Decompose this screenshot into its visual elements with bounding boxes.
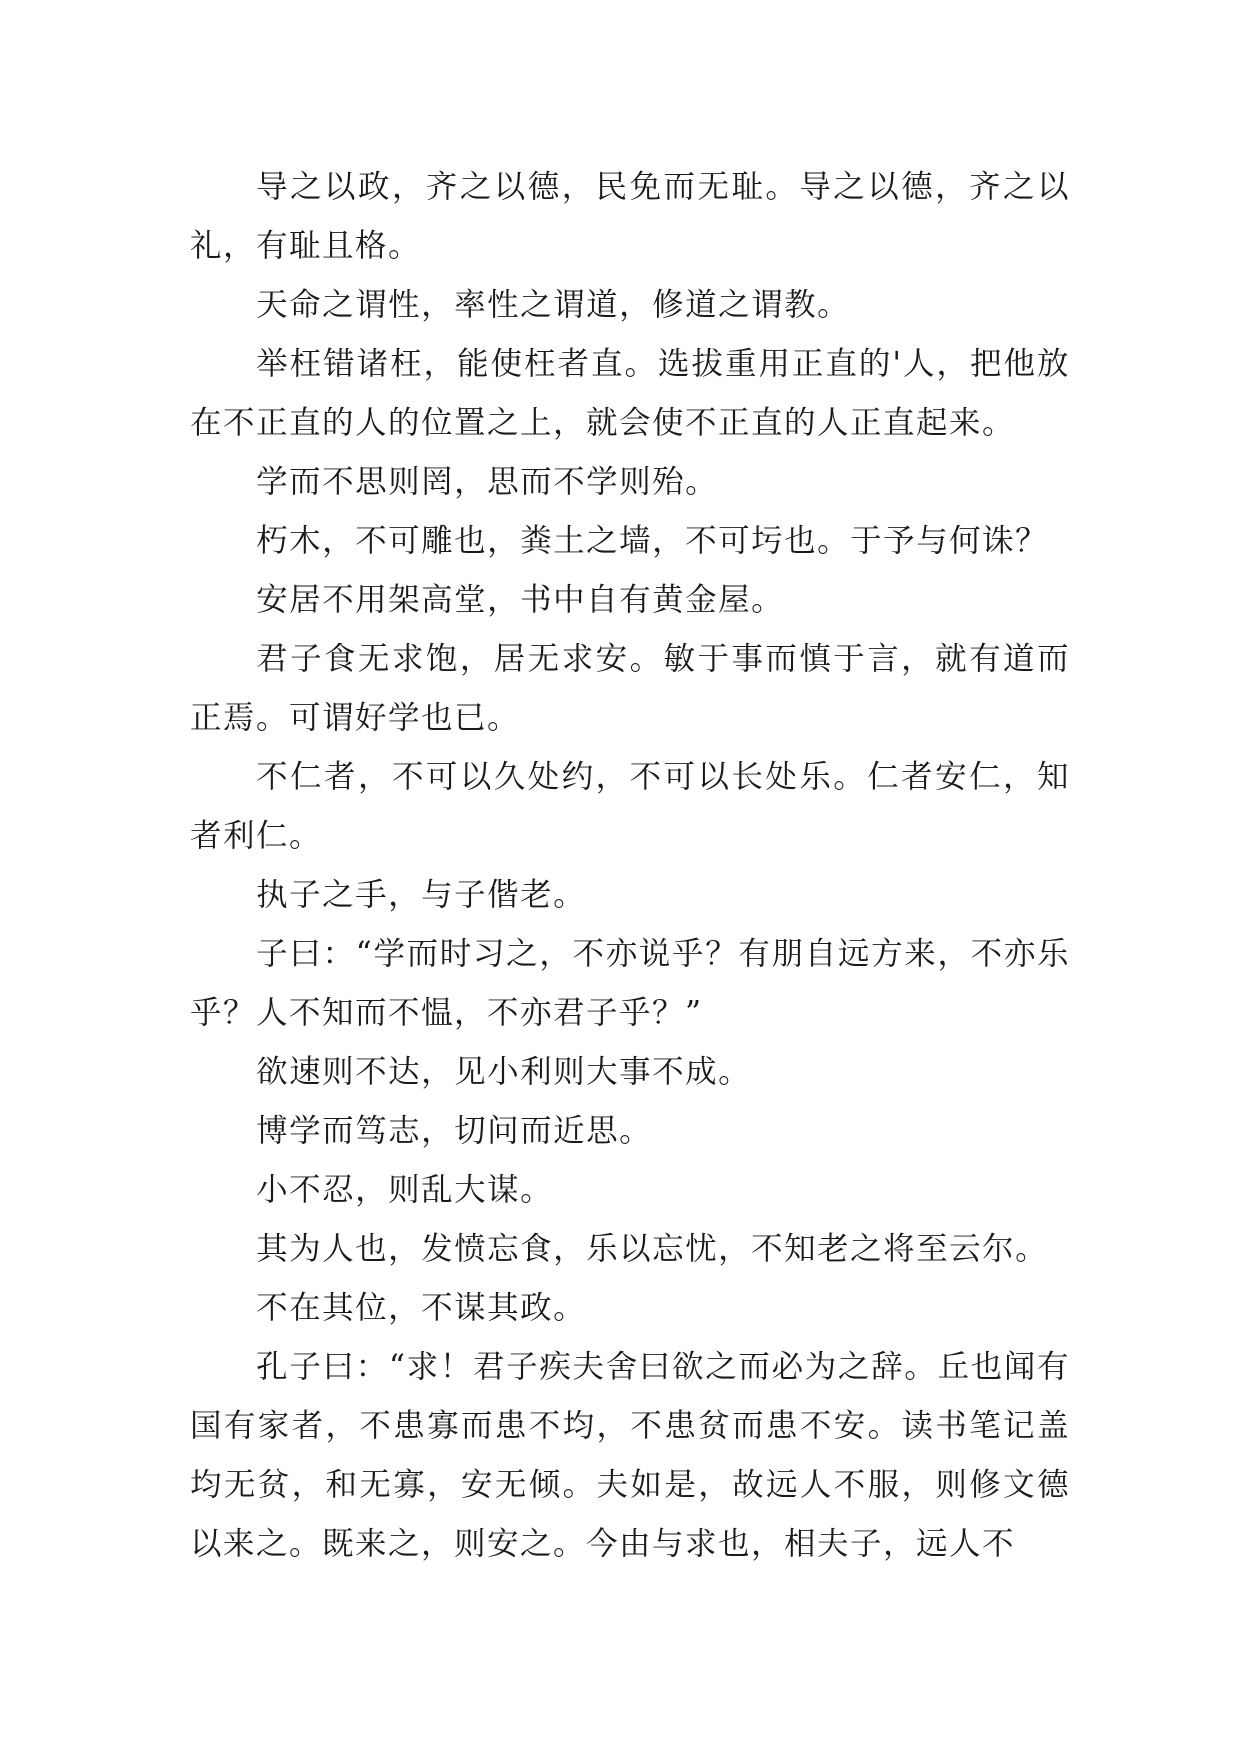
paragraph-5: 朽木，不可雕也，粪土之墙，不可圬也。于予与何诛？ bbox=[256, 523, 1049, 559]
paragraph-16: 孔子曰：“求！君子疾夫舍曰欲之而必为之辞。丘也闻有国有家者，不患寡而患不均，不患贫而患不安。读书笔记盖均无贫，和无寡，安无倾。夫如是，故远人不服，则修文德以来之。既来之，则安之。今由与求也，相夫子，远人不 bbox=[190, 1349, 1070, 1562]
paragraph-15: 不在其位，不谋其政。 bbox=[256, 1290, 587, 1326]
paragraph-14: 其为人也，发愤忘食，乐以忘忧，不知老之将至云尔。 bbox=[256, 1231, 1049, 1267]
paragraph-1: 导之以政，齐之以德，民免而无耻。导之以德，齐之以礼，有耻且格。 bbox=[190, 169, 1070, 264]
paragraph-2: 天命之谓性，率性之谓道，修道之谓教。 bbox=[256, 287, 851, 323]
paragraph-9: 执子之手，与子偕老。 bbox=[256, 877, 587, 913]
paragraph-11: 欲速则不达，见小利则大事不成。 bbox=[256, 1054, 752, 1090]
paragraph-13: 小不忍，则乱大谋。 bbox=[256, 1172, 554, 1208]
paragraph-7: 君子食无求饱，居无求安。敏于事而慎于言，就有道而正焉。可谓好学也已。 bbox=[190, 641, 1070, 736]
paragraph-6: 安居不用架高堂，书中自有黄金屋。 bbox=[256, 582, 785, 618]
paragraph-10: 子曰：“学而时习之，不亦说乎？有朋自远方来，不亦乐乎？人不知而不愠，不亦君子乎？” bbox=[190, 936, 1070, 1031]
document-body bbox=[190, 158, 1070, 1574]
paragraph-4: 学而不思则罔，思而不学则殆。 bbox=[256, 464, 719, 500]
paragraph-12: 博学而笃志，切问而近思。 bbox=[256, 1113, 653, 1149]
paragraph-8: 不仁者，不可以久处约，不可以长处乐。仁者安仁，知者利仁。 bbox=[190, 759, 1070, 854]
paragraph-3: 举枉错诸枉，能使枉者直。选拔重用正直的'人，把他放在不正直的人的位置之上，就会使不正直的人正直起来。 bbox=[190, 346, 1070, 441]
